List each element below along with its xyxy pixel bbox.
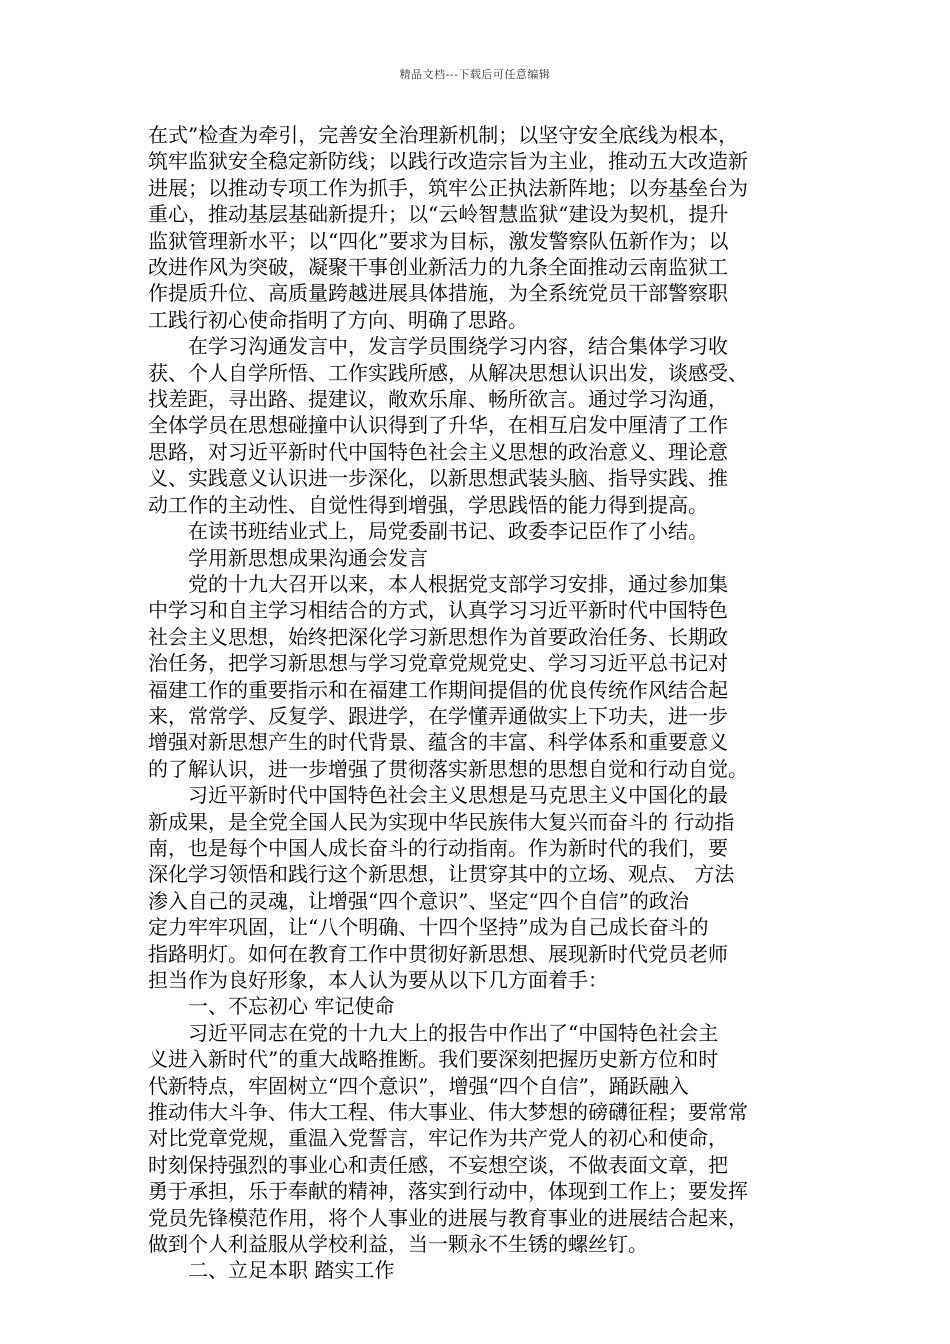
text-line: 中学习和自主学习相结合的方式，认真学习习近平新时代中国特色	[148, 598, 728, 623]
text-line: 深化学习领悟和践行这个新思想，让贯穿其中的立场、观点、 方法	[148, 862, 735, 887]
paragraph	[148, 993, 808, 1019]
paragraph	[148, 1020, 808, 1258]
text-line: 增强对新思想产生的时代背景、蕴含的丰富、科学体系和重要意义	[148, 730, 728, 755]
paragraph	[148, 545, 808, 571]
text-line: 进展；以推动专项工作为抓手，筑牢公正执法新阵地；以夯基垒台为	[148, 175, 748, 200]
text-line: 时刻保持强烈的事业心和责任感，不妄想空谈，不做表面文章，把	[148, 1152, 728, 1177]
text-line: 监狱管理新水平；以“四化”要求为目标，激发警察队伍新作为；以	[148, 228, 729, 253]
text-line: 在式”检查为牵引，完善安全治理新机制；以坚守安全底线为根本，	[148, 123, 739, 147]
text-line: 获、个人自学所悟、工作实践所感，从解决思想认识出发，谈感受、	[148, 360, 748, 385]
text-line: 渗入自己的灵魂，让增强“四个意识”、坚定“四个自信”的政治	[148, 888, 689, 913]
text-line: 在学习沟通发言中，发言学员围绕学习内容，结合集体学习收	[188, 334, 728, 359]
text-line: 一、不忘初心 牢记使命	[188, 994, 395, 1019]
document-body	[148, 122, 808, 1284]
text-line: 做到个人利益服从学校利益，当一颗永不生锈的螺丝钉。	[148, 1232, 648, 1257]
text-line: 习近平同志在党的十九大上的报告中作出了“中国特色社会主	[188, 1020, 719, 1045]
text-line: 对比党章党规，重温入党誓言，牢记作为共产党人的初心和使命，	[148, 1126, 728, 1151]
text-line: 习近平新时代中国特色社会主义思想是马克思主义中国化的最	[188, 783, 728, 808]
paragraph	[148, 518, 808, 544]
text-line: 二、立足本职 踏实工作	[188, 1258, 395, 1283]
text-line: 动工作的主动性、自觉性得到增强，学思践悟的能力得到提高。	[148, 492, 708, 517]
text-line: 指路明灯。如何在教育工作中贯彻好新思想、展现新时代党员老师	[148, 941, 728, 966]
text-line: 福建工作的重要指示和在福建工作期间提倡的优良传统作风结合起	[148, 677, 728, 702]
text-line: 南，也是每个中国人成长奋斗的行动指南。作为新时代的我们，要	[148, 835, 728, 860]
text-line: 来，常常学、反复学、跟进学，在学懂弄通做实上下功夫，进一步	[148, 703, 728, 728]
text-line: 找差距，寻出路、提建议，敞欢乐扉、畅所欲言。通过学习沟通，	[148, 387, 728, 412]
text-line: 代新特点，牢固树立“四个意识”，增强“四个自信”，踊跃融入	[148, 1073, 689, 1098]
paragraph	[148, 1257, 808, 1283]
paragraph	[148, 122, 808, 333]
text-line: 推动伟大斗争、伟大工程、伟大事业、伟大梦想的磅礴征程；要常常	[148, 1100, 748, 1125]
text-line: 的了解认识，进一步增强了贯彻落实新思想的思想自觉和行动自觉。	[148, 756, 748, 781]
text-line: 思路，对习近平新时代中国特色社会主义思想的政治意义、理论意	[148, 439, 728, 464]
text-line: 党员先锋模范作用，将个人事业的进展与教育事业的进展结合起来，	[148, 1205, 748, 1230]
text-line: 义进入新时代”的重大战略推断。我们要深刻把握历史新方位和时	[148, 1047, 719, 1072]
text-line: 勇于承担，乐于奉献的精神，落实到行动中，体现到工作上；要发挥	[148, 1179, 748, 1204]
text-line: 重心，推动基层基础新提升；以“云岭智慧监狱“建设为契机，提升	[148, 202, 729, 227]
text-line: 定力牢牢巩固，让“八个明确、十四个坚持”成为自己成长奋斗的	[148, 915, 709, 940]
paragraph	[148, 571, 808, 782]
paragraph	[148, 782, 808, 993]
text-line: 社会主义思想，始终把深化学习新思想作为首要政治任务、长期政	[148, 624, 728, 649]
text-line: 义、实践意义认识进一步深化，以新思想武装头脑、指导实践、推	[148, 466, 728, 491]
text-line: 作提质升位、高质量跨越进展具体措施，为全系统党员干部警察职	[148, 281, 728, 306]
text-line: 全体学员在思想碰撞中认识得到了升华，在相互启发中厘清了工作	[148, 413, 728, 438]
text-line: 筑牢监狱安全稳定新防线；以践行改造宗旨为主业，推动五大改造新	[148, 149, 748, 174]
text-line: 改进作风为突破，凝聚干事创业新活力的九条全面推动云南监狱工	[148, 255, 728, 280]
text-line: 工践行初心使命指明了方向、明确了思路。	[148, 307, 528, 332]
text-line: 党的十九大召开以来，本人根据党支部学习安排，通过参加集	[188, 571, 728, 596]
text-line: 治任务，把学习新思想与学习党章党规党史、学习习近平总书记对	[148, 651, 728, 676]
paragraph	[148, 333, 808, 518]
text-line: 担当作为良好形象，本人认为要从以下几方面着手：	[148, 968, 608, 992]
text-line: 新成果，是全党全国人民为实现中华民族伟大复兴而奋斗的 行动指	[148, 809, 735, 834]
text-line: 在读书班结业式上，局党委副书记、政委李记臣作了小结。	[188, 519, 708, 544]
page-header: 精品文档---下载后可任意编辑	[399, 68, 551, 81]
text-line: 学用新思想成果沟通会发言	[188, 545, 428, 570]
